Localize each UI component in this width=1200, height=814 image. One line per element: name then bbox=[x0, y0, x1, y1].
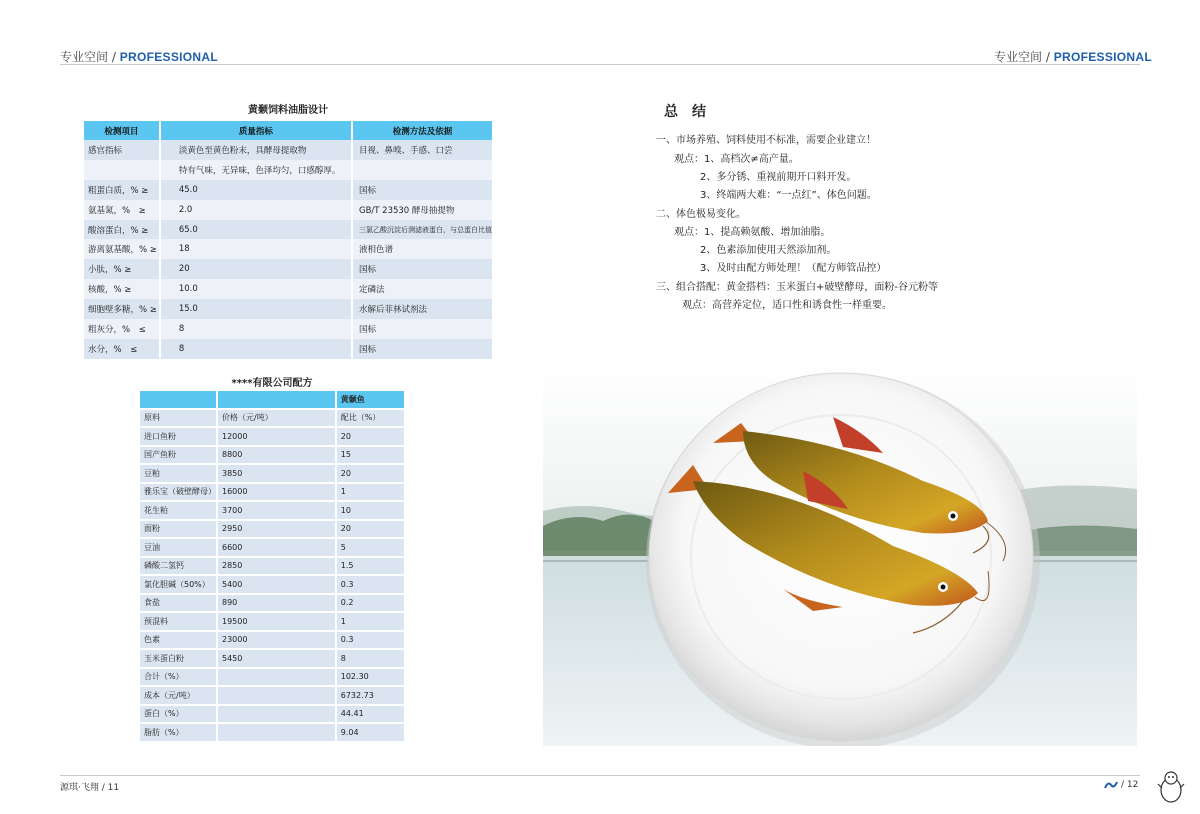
table-row bbox=[140, 427, 404, 446]
table-cell: 磷酸二氢钙 bbox=[140, 557, 217, 576]
table-cell: 0.3 bbox=[336, 575, 404, 594]
column-header: 质量指标 bbox=[160, 121, 352, 140]
quality-table-title: 黄颡饲料油脂设计 bbox=[248, 105, 328, 116]
table-row bbox=[84, 279, 492, 299]
table-cell: 0.2 bbox=[336, 594, 404, 613]
summary-line: 3、终端两大难：“一点红”、体色问题。 bbox=[700, 190, 877, 201]
table-row bbox=[140, 464, 404, 483]
table-cell: 核酸，% ≥ bbox=[84, 279, 160, 299]
summary-line: 3、及时由配方师处理！（配方师管品控） bbox=[700, 263, 887, 274]
table-cell: 氨基氮，% ≥ bbox=[84, 200, 160, 220]
table-row bbox=[140, 483, 404, 502]
table-row bbox=[84, 220, 492, 240]
table-cell: 2950 bbox=[217, 520, 336, 539]
table-cell bbox=[84, 160, 160, 180]
page-header-right bbox=[994, 48, 1152, 65]
header-divider bbox=[60, 64, 1140, 65]
table-row bbox=[140, 520, 404, 539]
table-cell: 5400 bbox=[217, 575, 336, 594]
table-cell: 10.0 bbox=[160, 279, 352, 299]
table-row bbox=[84, 259, 492, 279]
table-cell: 20 bbox=[160, 259, 352, 279]
catfish-plate-photo bbox=[543, 361, 1137, 746]
table-cell: 细胞壁多糖，% ≥ bbox=[84, 299, 160, 319]
column-header: 价格（元/吨） bbox=[217, 409, 336, 428]
table-cell: 15 bbox=[336, 446, 404, 465]
table-cell: 0.3 bbox=[336, 631, 404, 650]
table-cell: 液相色谱 bbox=[352, 239, 492, 259]
quality-spec-table bbox=[84, 121, 492, 359]
table-cell: 进口鱼粉 bbox=[140, 427, 217, 446]
table-row bbox=[140, 446, 404, 465]
table-cell: 三氯乙酸沉淀后测滤液蛋白，与总蛋白比值 bbox=[352, 220, 492, 240]
table-row bbox=[140, 631, 404, 650]
table-cell: 16000 bbox=[217, 483, 336, 502]
footer-divider bbox=[60, 775, 1140, 776]
header-professional-label: PROFESSIONAL bbox=[119, 50, 218, 64]
table-cell: 豆油 bbox=[140, 538, 217, 557]
column-header: 配比（%） bbox=[336, 409, 404, 428]
table-cell: 44.41 bbox=[336, 705, 404, 724]
table-row bbox=[140, 538, 404, 557]
table-row bbox=[140, 612, 404, 631]
table-cell: 水解后菲林试剂法 bbox=[352, 299, 492, 319]
species-header: 黄颡鱼 bbox=[336, 391, 404, 409]
summary-title: 总结 bbox=[664, 104, 720, 120]
table-cell: 8 bbox=[160, 339, 352, 359]
table-row bbox=[140, 723, 404, 742]
photo-illustration bbox=[543, 361, 1137, 746]
table-cell: 国产鱼粉 bbox=[140, 446, 217, 465]
table-cell: 花生粕 bbox=[140, 501, 217, 520]
table-cell: 45.0 bbox=[160, 180, 352, 200]
table-cell: 10 bbox=[336, 501, 404, 520]
footer-right bbox=[1104, 780, 1138, 790]
table-cell: 5 bbox=[336, 538, 404, 557]
table-cell: 6732.73 bbox=[336, 686, 404, 705]
table-cell: 粗灰分，% ≤ bbox=[84, 319, 160, 339]
header-section-label: 专业空间 / bbox=[60, 50, 120, 64]
table-cell: 6600 bbox=[217, 538, 336, 557]
summary-line: 三、组合搭配：黄金搭档：玉米蛋白+破壁酵母，面粉-谷元粉等 bbox=[656, 282, 938, 293]
column-header: 检测方法及依据 bbox=[352, 121, 492, 140]
header-professional-label: PROFESSIONAL bbox=[1053, 50, 1152, 64]
table-cell: 12000 bbox=[217, 427, 336, 446]
summary-line: 2、多分锈、重视前期开口料开发。 bbox=[700, 172, 857, 183]
table-cell: 23000 bbox=[217, 631, 336, 650]
table-cell: 目视、鼻嗅、手感、口尝 bbox=[352, 140, 492, 160]
table-cell: 国标 bbox=[352, 339, 492, 359]
summary-line: 二、体色极易变化。 bbox=[656, 209, 746, 220]
table-cell: 8 bbox=[336, 649, 404, 668]
table-header-row bbox=[84, 121, 492, 140]
table-row bbox=[84, 239, 492, 259]
table-header-row bbox=[140, 391, 404, 409]
table-cell: 成本（元/吨） bbox=[140, 686, 217, 705]
table-cell: 色素 bbox=[140, 631, 217, 650]
table-row bbox=[84, 339, 492, 359]
table-cell: 18 bbox=[160, 239, 352, 259]
table-cell: 水分，% ≤ bbox=[84, 339, 160, 359]
header-section-label: 专业空间 / bbox=[994, 50, 1054, 64]
table-cell: 国标 bbox=[352, 180, 492, 200]
summary-line: 观点：1、高档次≠高产量。 bbox=[674, 154, 799, 165]
column-header: 检测项目 bbox=[84, 121, 160, 140]
table-row bbox=[140, 575, 404, 594]
summary-line: 一、市场养殖、饲料使用不标准，需要企业建立！ bbox=[656, 135, 876, 146]
table-row bbox=[140, 686, 404, 705]
table-cell: 玉米蛋白粉 bbox=[140, 649, 217, 668]
table-cell: 5450 bbox=[217, 649, 336, 668]
table-row bbox=[140, 501, 404, 520]
table-cell bbox=[217, 668, 336, 687]
table-row bbox=[140, 557, 404, 576]
table-cell: 3700 bbox=[217, 501, 336, 520]
table-cell: 2850 bbox=[217, 557, 336, 576]
table-row bbox=[84, 299, 492, 319]
table-row bbox=[84, 180, 492, 200]
table-cell bbox=[217, 723, 336, 742]
table-cell: 预混料 bbox=[140, 612, 217, 631]
table-row bbox=[140, 649, 404, 668]
table-row bbox=[140, 594, 404, 613]
table-cell: 合计（%） bbox=[140, 668, 217, 687]
table-cell: 游离氨基酸，% ≥ bbox=[84, 239, 160, 259]
table-row bbox=[84, 140, 492, 160]
table-cell: GB/T 23530 酵母抽提物 bbox=[352, 200, 492, 220]
table-row bbox=[84, 160, 492, 180]
table-cell: 脂肪（%） bbox=[140, 723, 217, 742]
table-row bbox=[140, 668, 404, 687]
table-cell bbox=[217, 686, 336, 705]
formula-table bbox=[140, 391, 404, 743]
table-cell: 20 bbox=[336, 427, 404, 446]
table-row bbox=[140, 705, 404, 724]
table-cell: 感官指标 bbox=[84, 140, 160, 160]
page-header-left bbox=[60, 48, 218, 65]
table-cell: 3850 bbox=[217, 464, 336, 483]
table-cell: 雅乐宝（破壁酵母） bbox=[140, 483, 217, 502]
footer-right-page-number: / 12 bbox=[1121, 780, 1139, 790]
table-cell: 国标 bbox=[352, 319, 492, 339]
table-cell bbox=[352, 160, 492, 180]
table-cell: 8800 bbox=[217, 446, 336, 465]
table-cell: 15.0 bbox=[160, 299, 352, 319]
table-cell: 20 bbox=[336, 520, 404, 539]
table-row bbox=[84, 319, 492, 339]
table-cell: 65.0 bbox=[160, 220, 352, 240]
table-cell: 小肽，% ≥ bbox=[84, 259, 160, 279]
table-cell: 粗蛋白质，% ≥ bbox=[84, 180, 160, 200]
table-cell: 氯化胆碱（50%） bbox=[140, 575, 217, 594]
table-cell: 豆粕 bbox=[140, 464, 217, 483]
column-header: 原料 bbox=[140, 409, 217, 428]
table-cell: 蛋白（%） bbox=[140, 705, 217, 724]
table-cell: 890 bbox=[217, 594, 336, 613]
table-cell: 20 bbox=[336, 464, 404, 483]
summary-line: 观点：1、提高赖氨酸、增加油脂。 bbox=[674, 227, 831, 238]
table-cell: 1 bbox=[336, 483, 404, 502]
table-row bbox=[84, 200, 492, 220]
table-cell: 9.04 bbox=[336, 723, 404, 742]
table-cell: 2.0 bbox=[160, 200, 352, 220]
table-cell: 国标 bbox=[352, 259, 492, 279]
table-cell bbox=[217, 705, 336, 724]
formula-table-title: ****有限公司配方 bbox=[231, 378, 313, 389]
table-cell: 定磷法 bbox=[352, 279, 492, 299]
table-cell: 特有气味，无异味，色泽均匀，口感醇厚。 bbox=[160, 160, 352, 180]
table-cell: 1.5 bbox=[336, 557, 404, 576]
mascot-icon bbox=[1156, 768, 1186, 804]
table-cell: 19500 bbox=[217, 612, 336, 631]
brand-logo-icon bbox=[1104, 780, 1118, 790]
table-cell: 面粉 bbox=[140, 520, 217, 539]
summary-line: 观点：高营养定位，适口性和诱食性一样重要。 bbox=[682, 300, 892, 311]
table-cell: 淡黄色至黄色粉末，具酵母提取物 bbox=[160, 140, 352, 160]
table-cell: 102.30 bbox=[336, 668, 404, 687]
table-cell: 酸溶蛋白，% ≥ bbox=[84, 220, 160, 240]
table-cell: 食盐 bbox=[140, 594, 217, 613]
table-row bbox=[140, 409, 404, 428]
table-cell: 8 bbox=[160, 319, 352, 339]
summary-line: 2、色素添加使用天然添加剂。 bbox=[700, 245, 837, 256]
footer-left-page-number: 源琪·飞翔 / 11 bbox=[60, 783, 120, 793]
table-cell: 1 bbox=[336, 612, 404, 631]
